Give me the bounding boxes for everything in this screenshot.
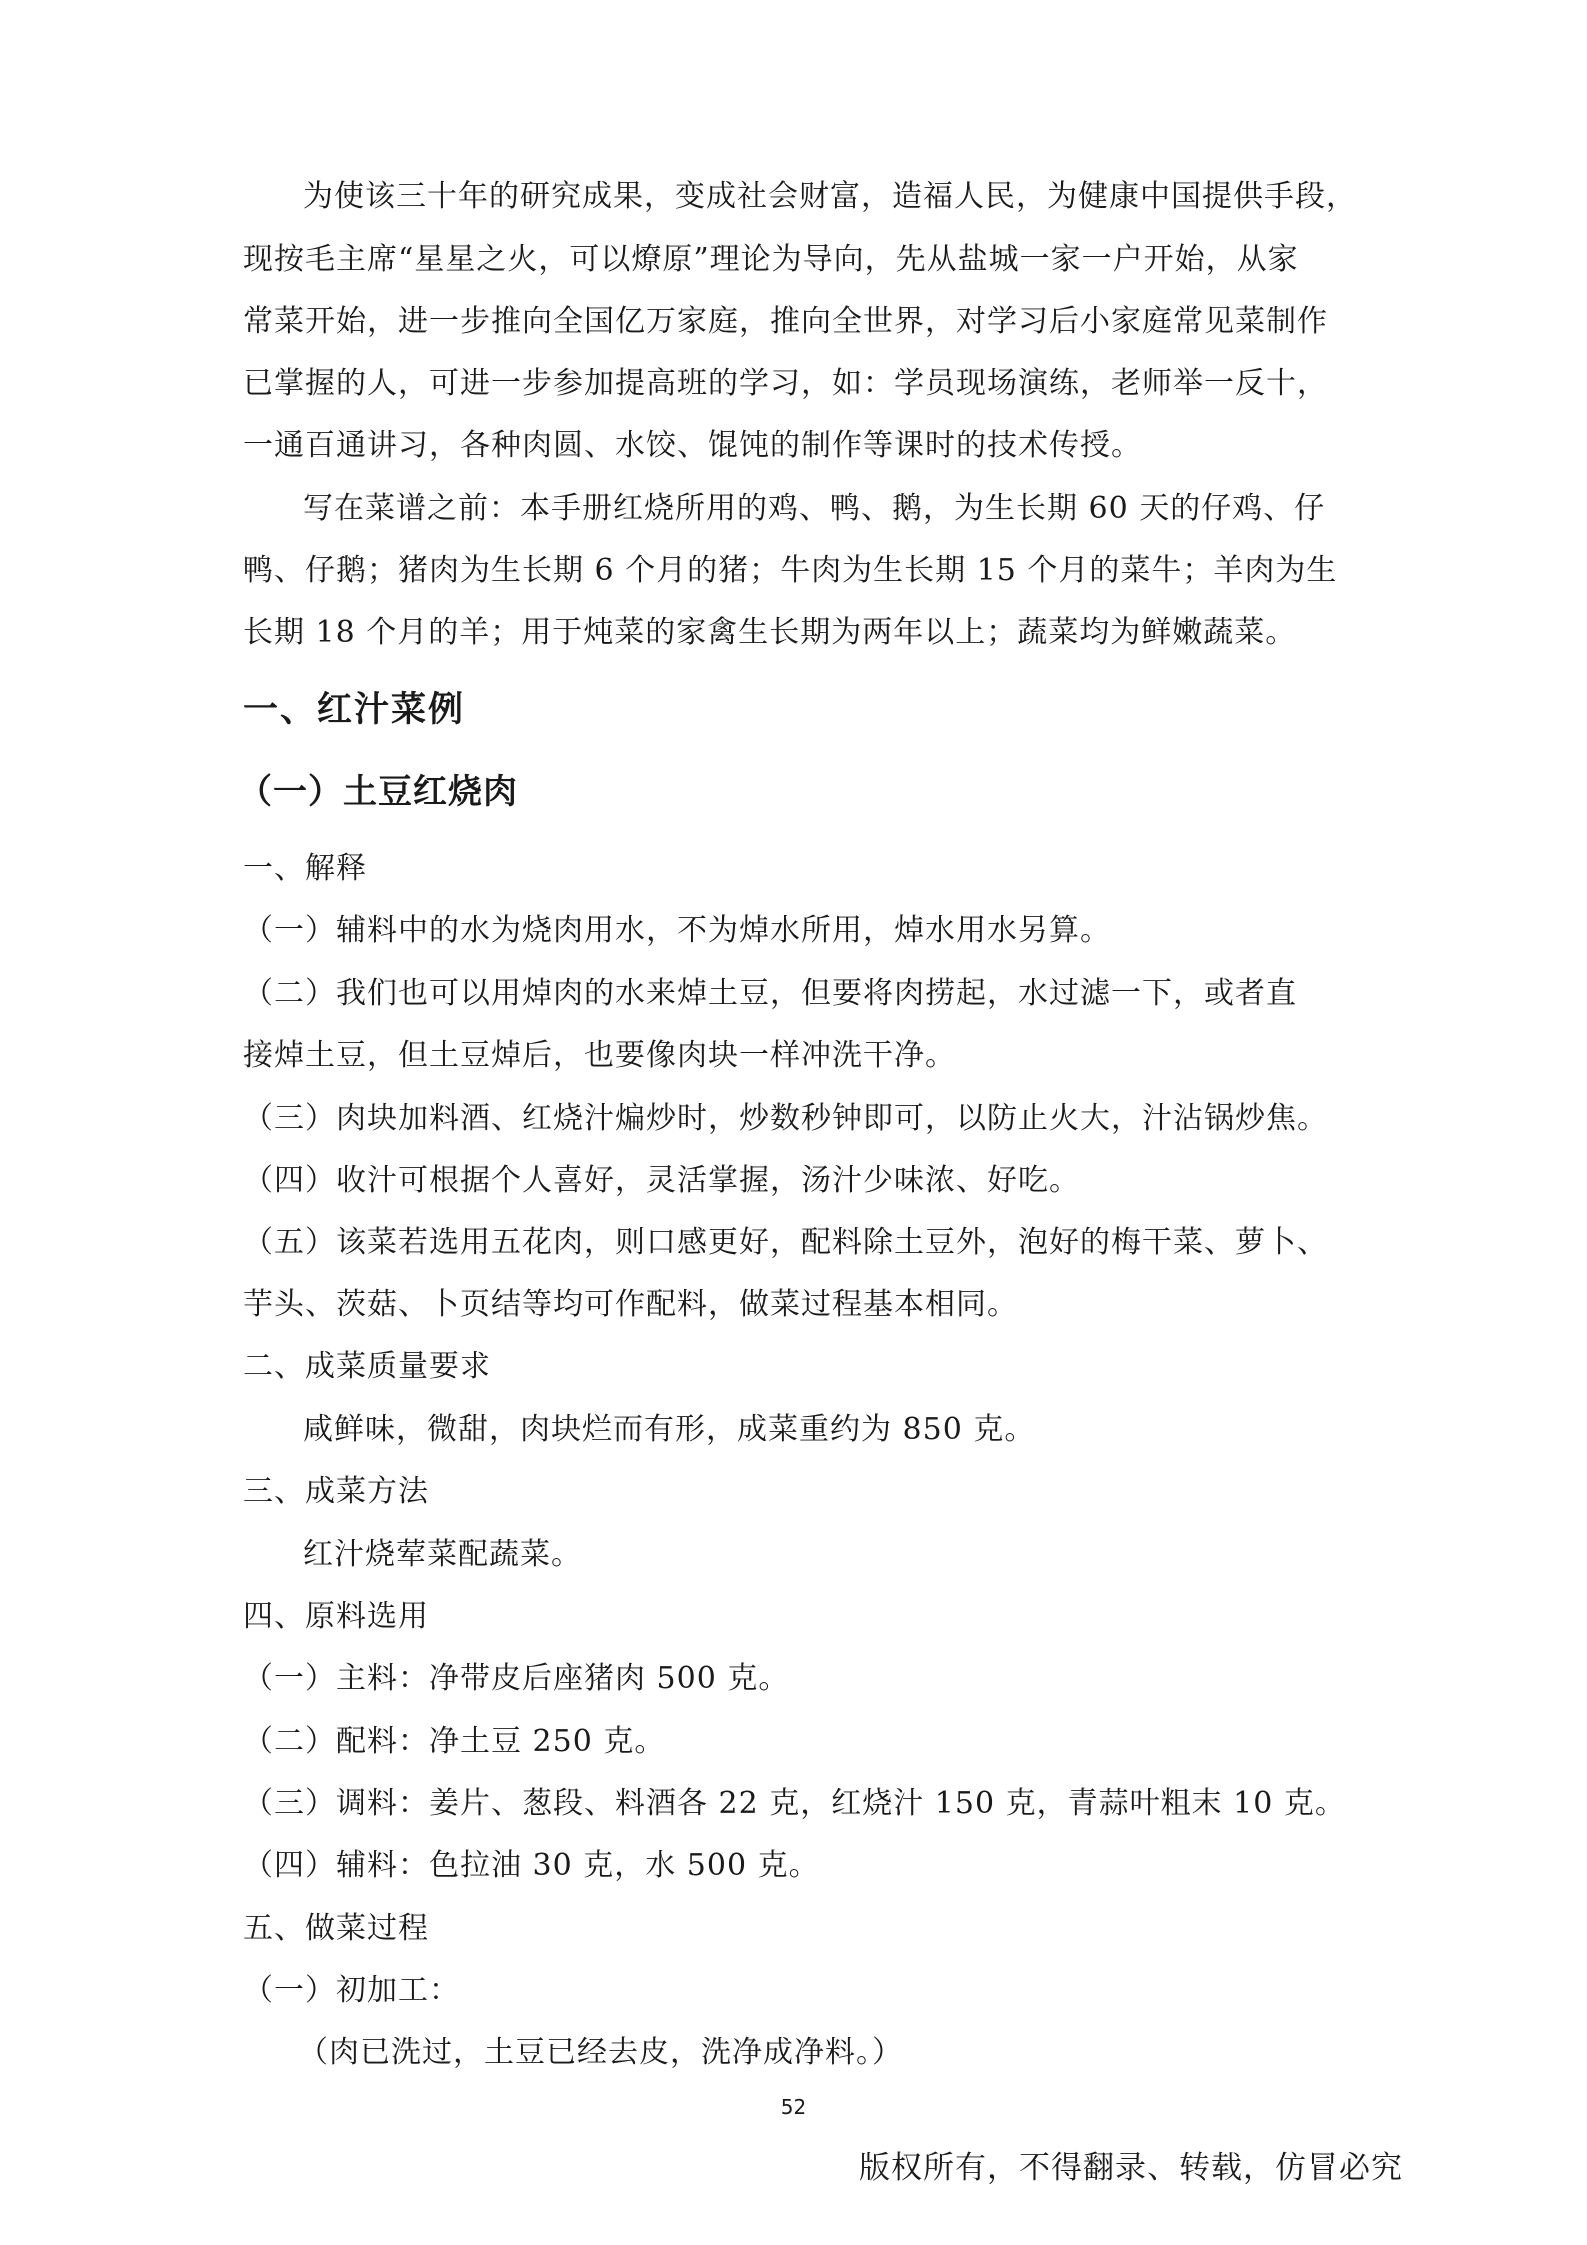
ingredients-heading: 四、原料选用: [243, 1599, 429, 1634]
intro-para2-line1: 写在菜谱之前：本手册红烧所用的鸡、鸭、鹅，为生长期 60 天的仔鸡、仔: [303, 491, 1326, 526]
explain-item-2-line2: 接焯土豆，但土豆焯后，也要像肉块一样冲洗干净。: [243, 1038, 956, 1073]
ingredient-main: （一）主料：净带皮后座猪肉 500 克。: [243, 1661, 790, 1696]
quality-heading: 二、成菜质量要求: [243, 1349, 491, 1384]
process-heading: 五、做菜过程: [243, 1911, 429, 1946]
explain-item-1: （一）辅料中的水为烧肉用水，不为焯水所用，焯水用水另算。: [243, 913, 1111, 948]
intro-para1-line2: 现按毛主席“星星之火，可以燎原”理论为导向，先从盐城一家一户开始，从家: [243, 242, 1299, 277]
page-number: 52: [780, 2095, 807, 2119]
explain-item-5-line2: 芋头、茨菇、卜页结等均可作配料，做菜过程基本相同。: [243, 1287, 1018, 1322]
section-title: 一、红汁菜例: [243, 690, 466, 730]
intro-para1-line5: 一通百通讲习，各种肉圆、水饺、馄饨的制作等课时的技术传授。: [243, 428, 1142, 463]
intro-para1-line4: 已掌握的人，可进一步参加提高班的学习，如：学员现场演练，老师举一反十，: [243, 366, 1328, 401]
explain-item-3: （三）肉块加料酒、红烧汁煸炒时，炒数秒钟即可，以防止火大，汁沾锅炒焦。: [243, 1101, 1328, 1136]
explain-item-4: （四）收汁可根据个人喜好，灵活掌握，汤汁少味浓、好吃。: [243, 1163, 1080, 1198]
intro-para2-line2: 鸭、仔鹅；猪肉为生长期 6 个月的猪；牛肉为生长期 15 个月的菜牛；羊肉为生: [243, 553, 1338, 588]
explain-heading: 一、解释: [243, 851, 367, 886]
ingredient-side: （二）配料：净土豆 250 克。: [243, 1724, 666, 1759]
ingredient-seasoning: （三）调料：姜片、葱段、料酒各 22 克，红烧汁 150 克，青蒜叶粗末 10 克。: [243, 1786, 1346, 1821]
intro-para1-line1: 为使该三十年的研究成果，变成社会财富，造福人民，为健康中国提供手段，: [303, 179, 1357, 214]
copyright-notice: 版权所有，不得翻录、转载，仿冒必究: [859, 2150, 1403, 2186]
intro-para1-line3: 常菜开始，进一步推向全国亿万家庭，推向全世界，对学习后小家庭常见菜制作: [243, 304, 1328, 339]
explain-item-5-line1: （五）该菜若选用五花肉，则口感更好，配料除土豆外，泡好的梅干菜、萝卜、: [243, 1225, 1328, 1260]
ingredient-auxiliary: （四）辅料：色拉油 30 克，水 500 克。: [243, 1848, 820, 1883]
process-step-1: （一）初加工：: [243, 1973, 460, 2008]
explain-item-2-line1: （二）我们也可以用焯肉的水来焯土豆，但要将肉捞起，水过滤一下，或者直: [243, 976, 1297, 1011]
dish-title: （一）土豆红烧肉: [238, 772, 518, 812]
method-heading: 三、成菜方法: [243, 1474, 429, 1509]
process-note: （肉已洗过，土豆已经去皮，洗净成净料。）: [298, 2035, 903, 2070]
method-text: 红汁烧荤菜配蔬菜。: [303, 1537, 582, 1572]
intro-para2-line3: 长期 18 个月的羊；用于炖菜的家禽生长期为两年以上；蔬菜均为鲜嫩蔬菜。: [243, 615, 1297, 650]
quality-text: 咸鲜味，微甜，肉块烂而有形，成菜重约为 850 克。: [303, 1412, 1036, 1447]
